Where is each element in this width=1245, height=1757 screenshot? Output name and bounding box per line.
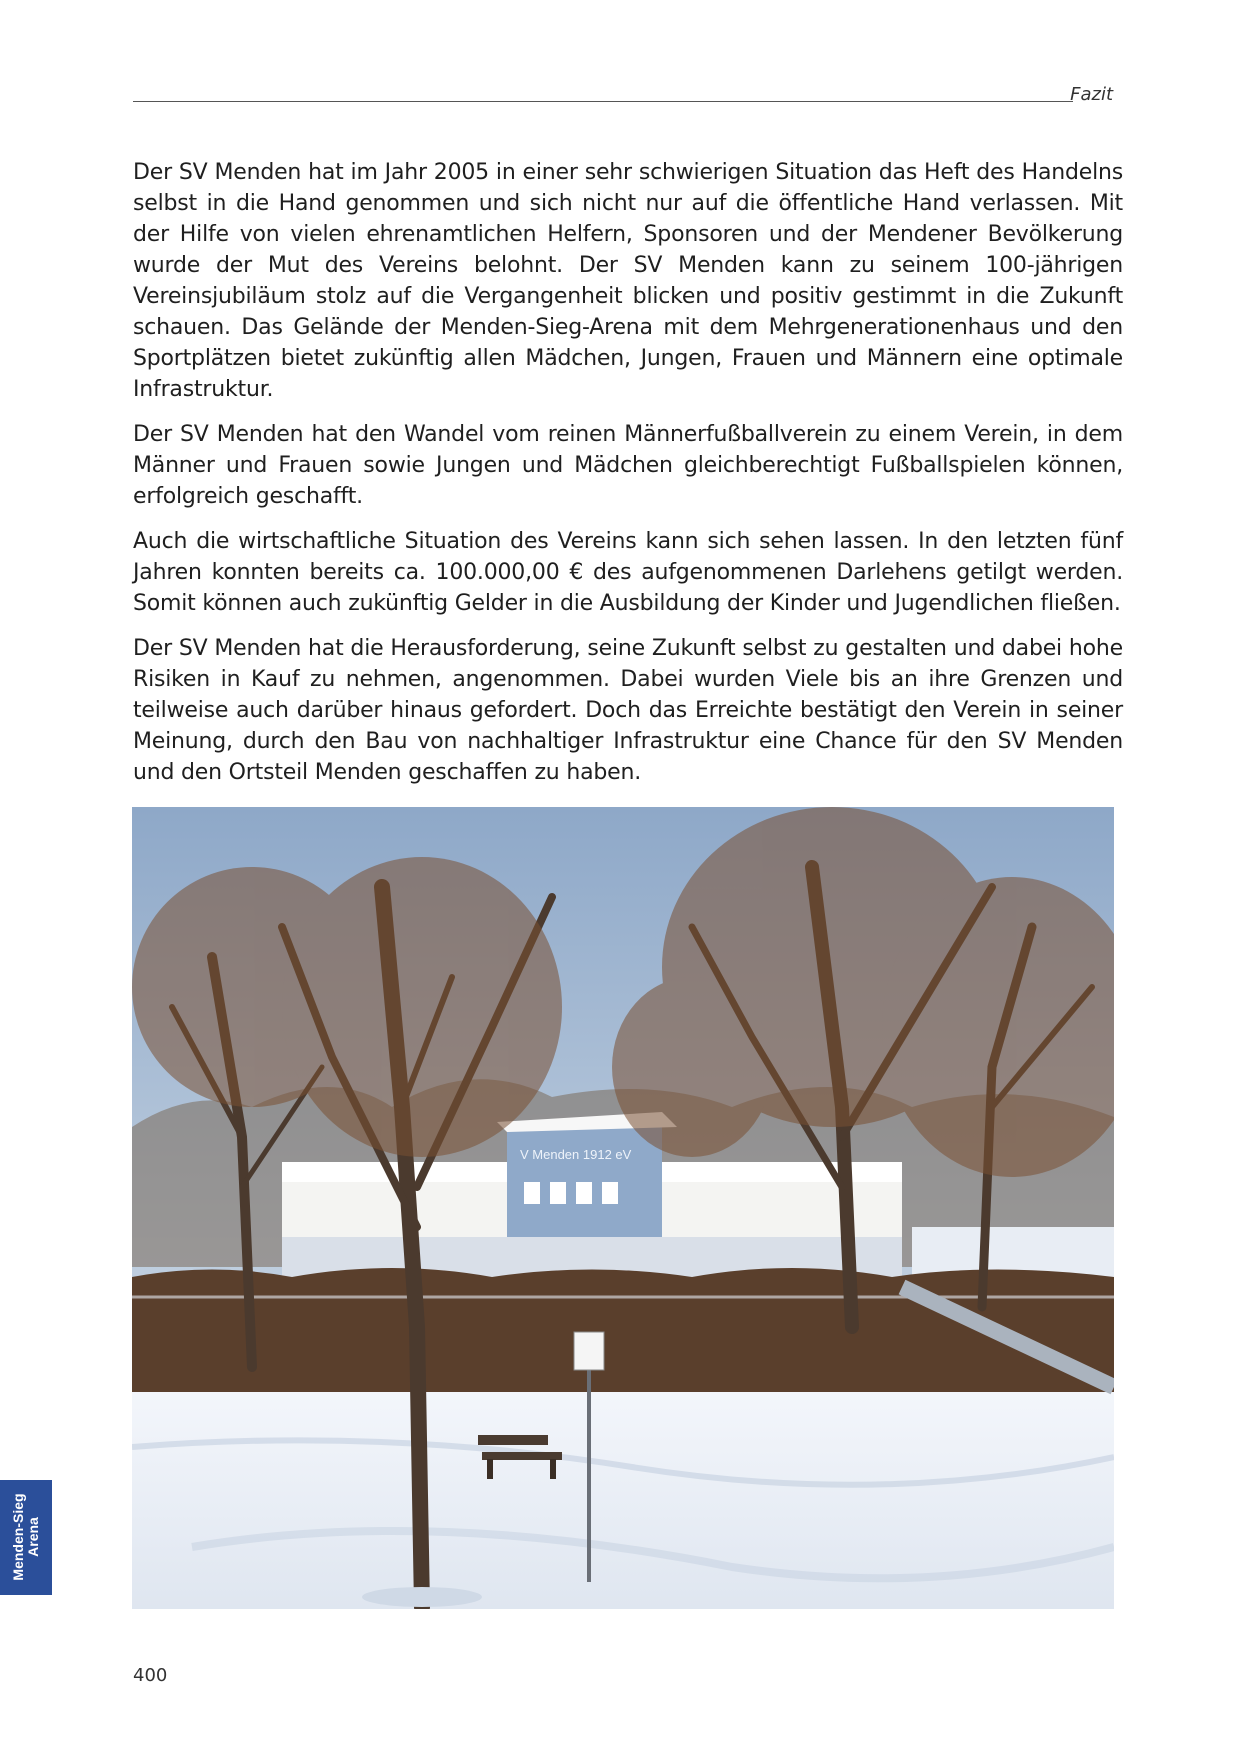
- hedge: [132, 1268, 1114, 1397]
- photo-illustration: [132, 807, 1114, 1609]
- page-number: 400: [133, 1665, 168, 1686]
- paragraph-1: Der SV Menden hat im Jahr 2005 in einer sehr schwierigen Situation das Heft des Handelns selbst in die Hand genommen und sich nicht nur auf die öffentliche Hand verlassen. Mit der Hilfe von vielen ehrenamtlichen Helfern, Sponsoren und der Mendener Bevölkerung wurde der Mut des Vereins belohnt. Der SV Menden kann zu seinem 100-jährigen Vereinsjubiläum stolz auf die Vergangenheit blicken und positiv gestimmt in die Zukunft schauen. Das Gelände der Menden-Sieg-Arena mit dem Mehrgenerationenhaus und den Sportplätzen bietet zukünftig allen Mädchen, Jungen, Frauen und Männern eine optimale Infrastruktur.: [133, 160, 1123, 402]
- section-tab: [0, 1480, 52, 1595]
- paragraph-4: Der SV Menden hat die Herausforderung, seine Zukunft selbst zu gestalten und dabei hohe Risiken in Kauf zu nehmen, angenommen. Dabei wurden Viele bis an ihre Grenzen und teilweise auch darüber hinaus gefordert. Doch das Erreichte bestätigt den Verein in seiner Meinung, durch den Bau von nachhaltiger Infrastruktur eine Chance für den SV Menden und den Ortsteil Menden geschaffen zu haben.: [133, 636, 1123, 785]
- paragraph-2: Der SV Menden hat den Wandel vom reinen Männerfußballverein zu einem Verein, in dem Männer und Frauen sowie Jungen und Mädchen gleichberechtigt Fußballspielen können, erfolgreich geschafft.: [133, 422, 1123, 509]
- header-rule: [133, 101, 1073, 102]
- building-sign: V Menden 1912 eV: [520, 1147, 632, 1162]
- section-tab-label: [11, 1493, 41, 1580]
- running-header: Fazit: [1070, 84, 1113, 105]
- section-tab-line-1: Menden-Sieg: [10, 1493, 26, 1581]
- section-tab-line-2: Arena: [25, 1517, 41, 1557]
- photo-winter-clubhouse: [132, 807, 1114, 1609]
- body-text: [133, 157, 1123, 802]
- paragraph-3: Auch die wirtschaftliche Situation des Vereins kann sich sehen lassen. In den letzten fünf Jahren konnten bereits ca. 100.000,00 € des aufgenommenen Darlehens getilgt werden. Somit können auch zukünftig Gelder in die Ausbildung der Kinder und Jugendlichen fließen.: [133, 529, 1123, 616]
